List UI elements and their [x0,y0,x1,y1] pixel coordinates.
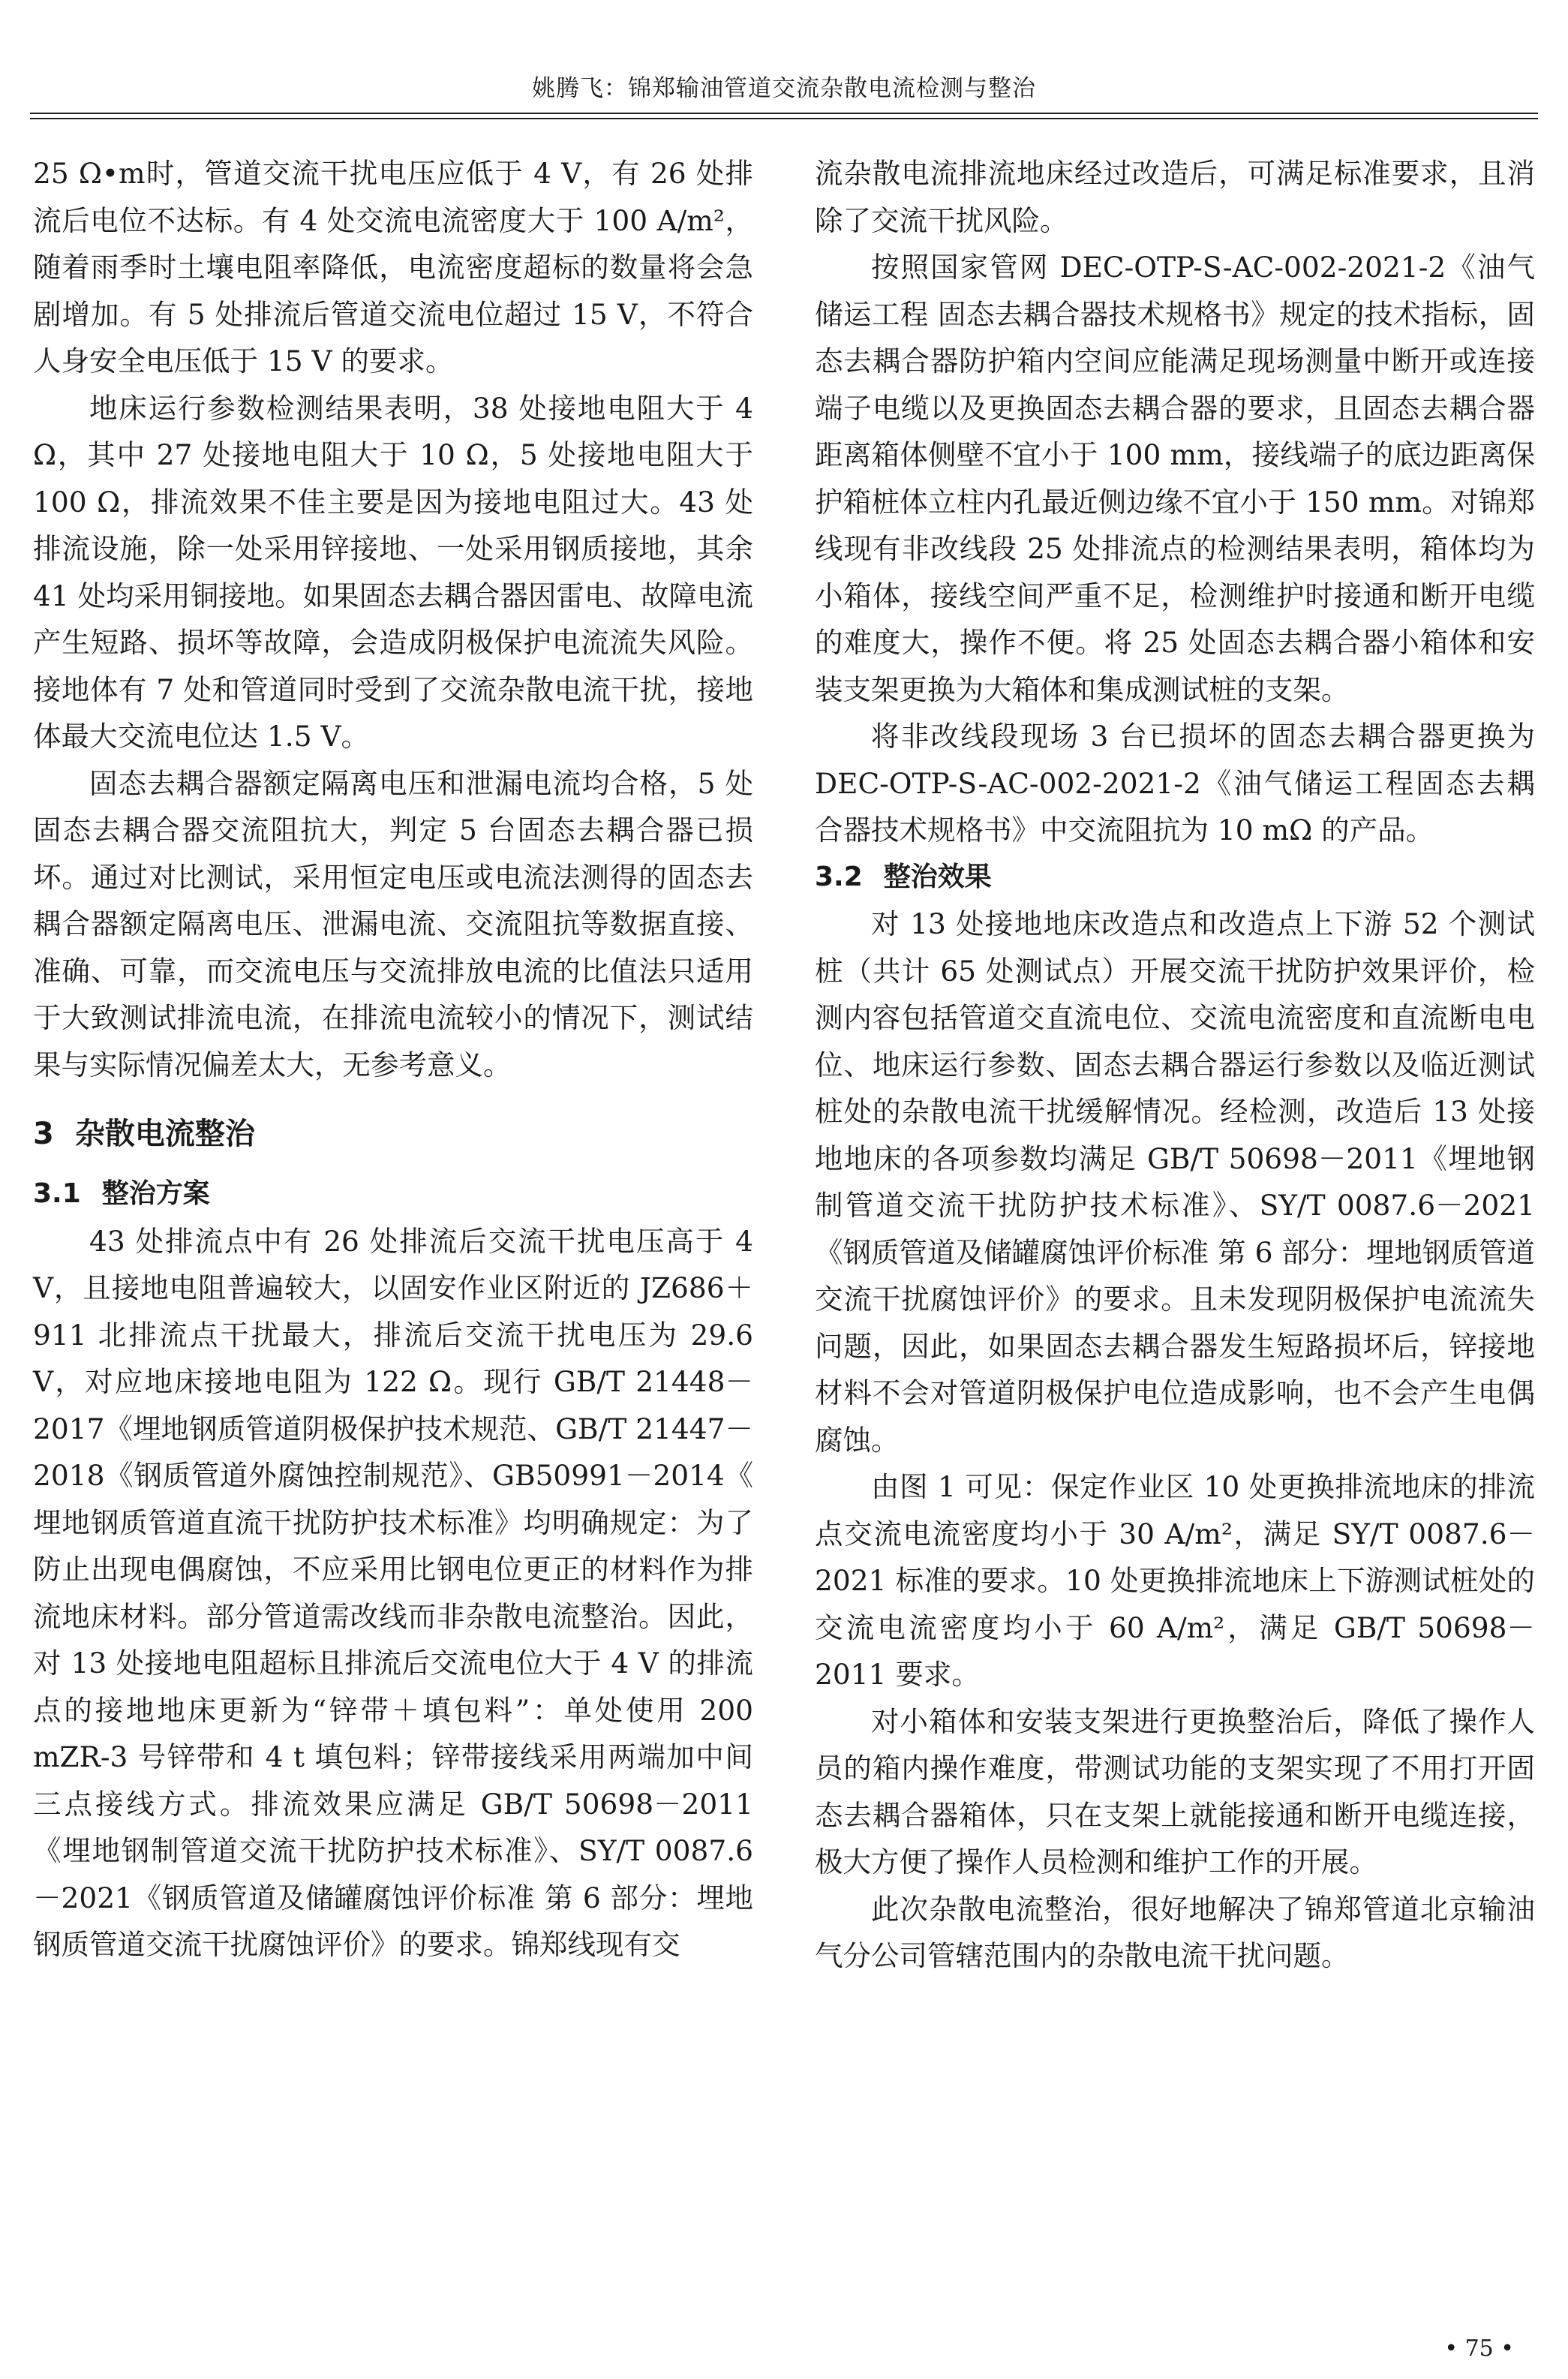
paragraph: 地床运行参数检测结果表明，38 处接地电阻大于 4 Ω，其中 27 处接地电阻大于 10 Ω，5 处接地电阻大于 100 Ω，排流效果不佳主要是因为接地电阻过大。43 处排流设施，除一处采用锌接地、一处采用钢质接地，其余 41 处均采用铜接地。如果固态去耦合器因雷电、故障电流产生短路、损坏等故障，会造成阴极保护电流流失风险。接地体有 7 处和管道同时受到了交流杂散电流干扰，接地体最大交流电位达 1.5 V。 [33,391,753,753]
subsection-number: 3.2 [815,861,863,892]
subsection-title: 整治效果 [883,861,992,892]
subsection-number: 3.1 [33,1178,81,1209]
header-rule-top [30,113,1538,114]
section-title: 杂散电流整治 [74,1117,255,1151]
paragraph: 按照国家管网 DEC-OTP-S-AC-002-2021-2《油气储运工程 固态去耦合器技术规格书》规定的技术指标，固态去耦合器防护箱内空间应能满足现场测量中断开或连接端子电缆以及更换固态去耦合器的要求，且固态去耦合器距离箱体侧壁不宜小于 100 mm，接线端子的底边距离保护箱桩体立柱内孔最近侧边缘不宜小于 150 mm。对锦郑线现有非改线段 25 处排流点的检测结果表明，箱体均为小箱体，接线空间严重不足，检测维护时接通和断开电缆的难度大，操作不便。将 25 处固态去耦合器小箱体和安装支架更换为大箱体和集成测试桩的支架。 [815,251,1535,706]
subsection-heading [33,1171,753,1218]
right-column [815,150,1535,1980]
subsection-heading [815,854,1535,901]
paragraph: 此次杂散电流整治，很好地解决了锦郑管道北京输油气分公司管辖范围内的杂散电流干扰问题。 [815,1892,1535,1972]
paragraph: 对小箱体和安装支架进行更换整治后，降低了操作人员的箱内操作难度，带测试功能的支架实现了不用打开固态去耦合器箱体，只在支架上就能接通和断开电缆连接，极大方便了操作人员检测和维护工作的开展。 [815,1704,1535,1878]
paragraph: 固态去耦合器额定隔离电压和泄漏电流均合格，5 处固态去耦合器交流阻抗大，判定 5 台固态去耦合器已损坏。通过对比测试，采用恒定电压或电流法测得的固态去耦合器额定隔离电压、泄漏电流、交流阻抗等数据直接、准确、可靠，而交流电压与交流排放电流的比值法只适用于大致测试排流电流，在排流电流较小的情况下，测试结果与实际情况偏差太大，无参考意义。 [33,766,753,1081]
paragraph: 对 13 处接地地床改造点和改造点上下游 52 个测试桩（共计 65 处测试点）开展交流干扰防护效果评价，检测内容包括管道交直流电位、交流电流密度和直流断电电位、地床运行参数、固态去耦合器运行参数以及临近测试桩处的杂散电流干扰缓解情况。经检测，改造后 13 处接地地床的各项参数均满足 GB/T 50698－2011《埋地钢制管道交流干扰防护技术标准》、SY/T 0087.6－2021《钢质管道及储罐腐蚀评价标准 第 6 部分：埋地钢质管道交流干扰腐蚀评价》的要求。且未发现阴极保护电流流失问题，因此，如果固态去耦合器发生短路损坏后，锌接地材料不会对管道阴极保护电位造成影响，也不会产生电偶腐蚀。 [815,907,1535,1457]
section-number: 3 [33,1117,54,1151]
paragraph: 43 处排流点中有 26 处排流后交流干扰电压高于 4 V，且接地电阻普遍较大，以固安作业区附近的 JZ686＋911 北排流点干扰最大，排流后交流干扰电压为 29.6 V，对应地床接地电阻为 122 Ω。现行 GB/T 21448－2017《埋地钢质管道阴极保护技术规范、GB/T 21447－2018《钢质管道外腐蚀控制规范》、GB50991－2014《 埋地钢质管道直流干扰防护技术标准》均明确规定：为了防止出现电偶腐蚀，不应采用比钢电位更正的材料作为排流地床材料。部分管道需改线而非杂散电流整治。因此，对 13 处接地电阻超标且排流后交流电位大于 4 V 的排流点的接地地床更新为“锌带＋填包料”：单处使用 200 mZR-3 号锌带和 4 t 填包料；锌带接线采用两端加中间三点接线方式。排流效果应满足 GB/T 50698－2011《埋地钢制管道交流干扰防护技术标准》、SY/T 0087.6－2021《钢质管道及储罐腐蚀评价标准 第 6 部分：埋地钢质管道交流干扰腐蚀评价》的要求。锦郑线现有交 [33,1224,753,1961]
section-heading [33,1108,753,1160]
left-column [33,150,753,1968]
paragraph: 将非改线段现场 3 台已损坏的固态去耦合器更换为 DEC-OTP-S-AC-002-2021-2《油气储运工程固态去耦合器技术规格书》中交流阻抗为 10 mΩ 的产品。 [815,720,1535,847]
header-rule-bottom [30,118,1538,119]
paragraph: 25 Ω•m时，管道交流干扰电压应低于 4 V，有 26 处排流后电位不达标。有 4 处交流电流密度大于 100 A/m²，随着雨季时土壤电阻率降低，电流密度超标的数量将会急剧增加。有 5 处排流后管道交流电位超过 15 V，不符合人身安全电压低于 15 V 的要求。 [33,157,753,377]
paragraph: 流杂散电流排流地床经过改造后，可满足标准要求，且消除了交流干扰风险。 [815,157,1535,237]
running-header: 姚腾飞：锦郑输油管道交流杂散电流检测与整治 [532,75,1036,102]
paragraph: 由图 1 可见：保定作业区 10 处更换排流地床的排流点交流电流密度均小于 30 A/m²，满足 SY/T 0087.6－2021 标准的要求。10 处更换排流地床上下游测试桩处的交流电流密度均小于 60 A/m²，满足 GB/T 50698－2011 要求。 [815,1470,1535,1691]
subsection-title: 整治方案 [101,1178,210,1209]
page-number: • 75 • [1444,2335,1514,2362]
